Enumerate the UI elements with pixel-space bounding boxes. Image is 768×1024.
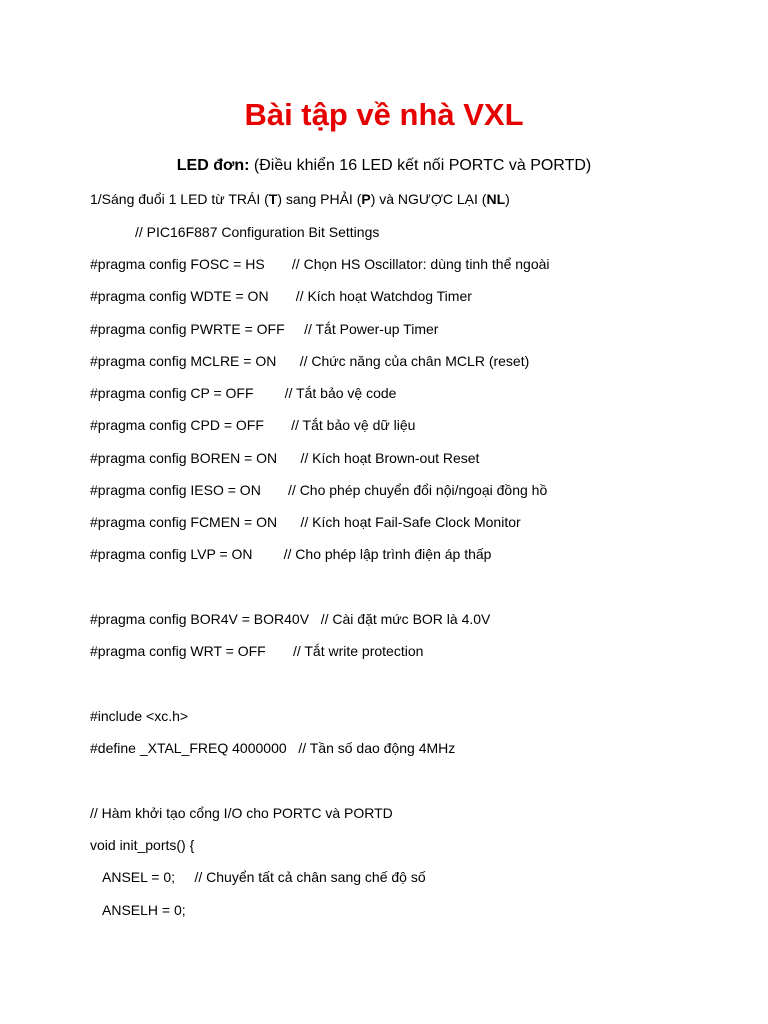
subtitle-text: (Điều khiển 16 LED kết nối PORTC và PORTD) — [249, 157, 592, 174]
pragma-cp: #pragma config CP = OFF // Tắt bảo vệ code — [90, 385, 397, 401]
ansel-line: ANSEL = 0; // Chuyển tất cả chân sang chế độ số — [102, 869, 426, 885]
pragma-pwrte: #pragma config PWRTE = OFF // Tắt Power-up Timer — [90, 321, 439, 337]
pragma-boren: #pragma config BOREN = ON // Kích hoạt Brown-out Reset — [90, 450, 480, 466]
function-comment: // Hàm khởi tạo cổng I/O cho PORTC và PORTD — [90, 805, 393, 821]
task-nl: NL — [486, 191, 506, 207]
task-mid1: ) sang PHẢI ( — [277, 191, 362, 207]
pragma-ieso: #pragma config IESO = ON // Cho phép chuyển đổi nội/ngoại đồng hồ — [90, 482, 548, 498]
task-description — [90, 189, 510, 209]
pragma-wdte: #pragma config WDTE = ON // Kích hoạt Watchdog Timer — [90, 288, 472, 304]
task-mid2: ) và NGƯỢC LẠI ( — [370, 191, 487, 207]
document-subtitle — [0, 154, 768, 178]
subtitle-label: LED đơn: — [176, 157, 250, 174]
define-line: #define _XTAL_FREQ 4000000 // Tần số dao động 4MHz — [90, 740, 456, 756]
pragma-fcmen: #pragma config FCMEN = ON // Kích hoạt Fail-Safe Clock Monitor — [90, 514, 521, 530]
config-comment: // PIC16F887 Configuration Bit Settings — [135, 224, 380, 240]
document-title: Bài tập về nhà VXL — [244, 97, 524, 132]
pragma-mclre: #pragma config MCLRE = ON // Chức năng của chân MCLR (reset) — [90, 353, 530, 369]
function-signature: void init_ports() { — [90, 837, 195, 853]
task-prefix: 1/Sáng đuổi 1 LED từ TRÁI ( — [90, 191, 269, 207]
task-suffix: ) — [505, 191, 510, 207]
pragma-bor4v: #pragma config BOR4V = BOR40V // Cài đặt mức BOR là 4.0V — [90, 611, 491, 627]
pragma-lvp: #pragma config LVP = ON // Cho phép lập trình điện áp thấp — [90, 546, 492, 562]
task-t: T — [268, 191, 278, 207]
pragma-wrt: #pragma config WRT = OFF // Tắt write protection — [90, 643, 424, 659]
task-p: P — [361, 191, 371, 207]
pragma-cpd: #pragma config CPD = OFF // Tắt bảo vệ dữ liệu — [90, 417, 416, 433]
anselh-line: ANSELH = 0; — [102, 902, 186, 918]
pragma-fosc: #pragma config FOSC = HS // Chọn HS Oscillator: dùng tinh thể ngoài — [90, 256, 550, 272]
include-line: #include <xc.h> — [90, 708, 189, 724]
